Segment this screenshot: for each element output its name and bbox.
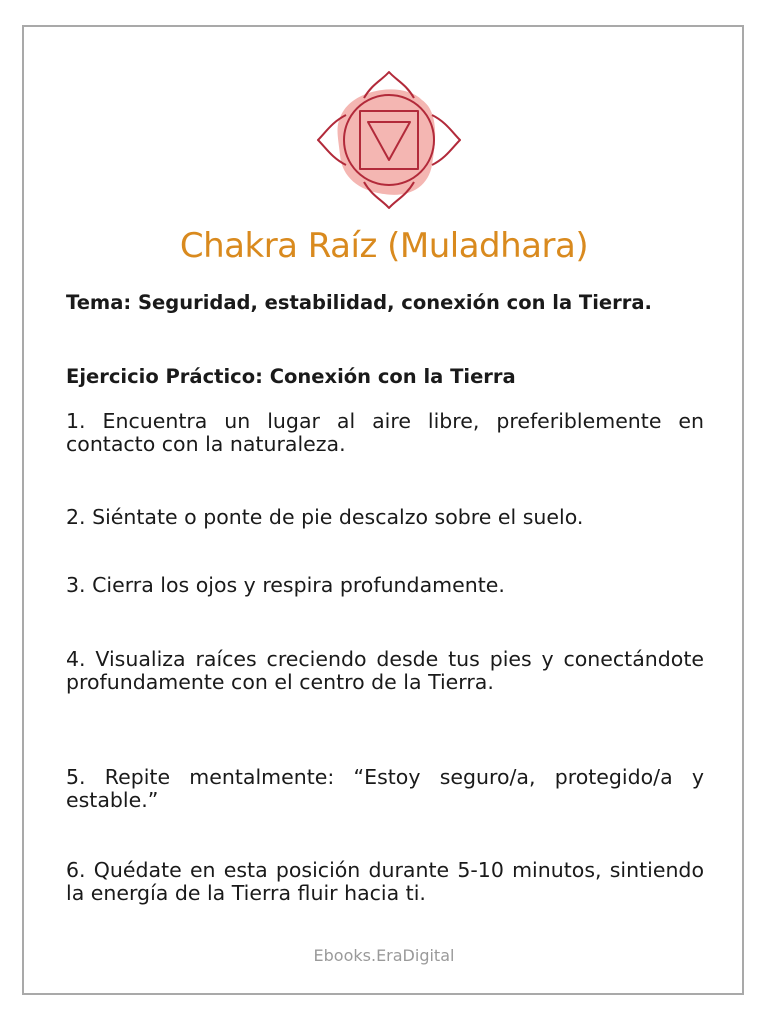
step-item: 4. Visualiza raíces creciendo desde tus pies y conectándote profundamente con el centro de la Tierra. <box>66 647 704 694</box>
step-item: 5. Repite mentalmente: “Estoy seguro/a, protegido/a y estable.” <box>66 765 704 812</box>
step-item: 3. Cierra los ojos y respira profundamente. <box>66 573 505 597</box>
step-item: 6. Quédate en esta posición durante 5-10 minutos, sintiendo la energía de la Tierra fluir hacia ti. <box>66 858 704 905</box>
root-chakra-icon <box>304 70 474 210</box>
footer-brand: Ebooks.EraDigital <box>313 946 455 965</box>
exercise-heading: Ejercicio Práctico: Conexión con la Tierra <box>66 365 516 388</box>
step-item: 2. Siéntate o ponte de pie descalzo sobre el suelo. <box>66 505 584 529</box>
page-title: Chakra Raíz (Muladhara) <box>179 226 589 266</box>
step-item: 1. Encuentra un lugar al aire libre, preferiblemente en contacto con la naturaleza. <box>66 409 704 456</box>
theme-statement: Tema: Seguridad, estabilidad, conexión con la Tierra. <box>66 291 652 314</box>
